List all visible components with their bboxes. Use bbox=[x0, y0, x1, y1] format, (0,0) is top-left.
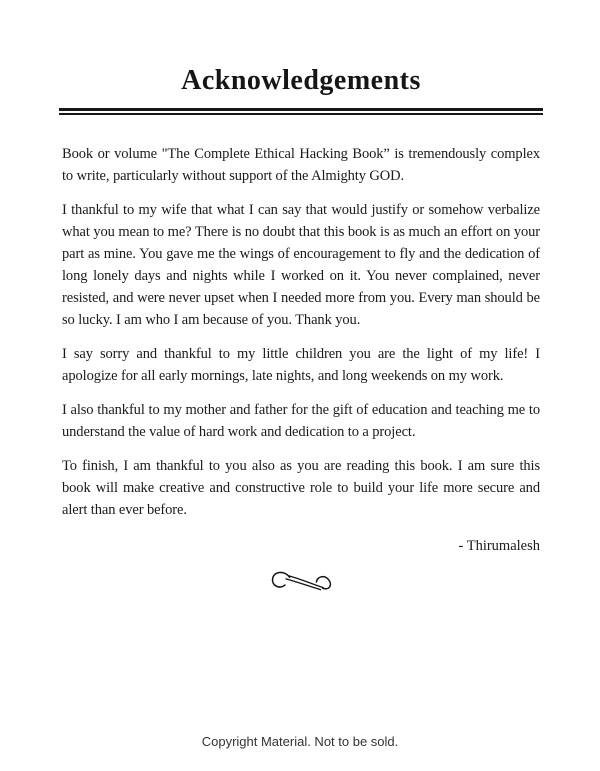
acknowledgements-body bbox=[62, 143, 540, 521]
paragraph: I thankful to my wife that what I can say that would justify or somehow verbalize what you mean to me? There is no doubt that this book is as much an effort on your part as mine. You gave me the wings of encouragement to fly and the dedication of long lonely days and nights while I worked on it. You never complained, never resisted, and were never upset when I needed more from you. Every man should be so lucky. I am who I am because of you. Thank you. bbox=[62, 201, 540, 328]
paragraph: I also thankful to my mother and father for the gift of education and teaching me to understand the value of hard work and dedication to a project. bbox=[62, 401, 540, 440]
page-title: Acknowledgements bbox=[181, 65, 421, 96]
footer-copyright: Copyright Material. Not to be sold. bbox=[201, 734, 399, 749]
paragraph: To finish, I am thankful to you also as you are reading this book. I am sure this book will make creative and constructive role to build your life more secure and alert than ever before. bbox=[62, 457, 540, 518]
author-signature: - Thirumalesh bbox=[458, 537, 540, 554]
title-divider-rule bbox=[59, 108, 543, 115]
flourish-divider-icon bbox=[62, 569, 540, 602]
paragraph: I say sorry and thankful to my little children you are the light of my life! I apologize for all early mornings, late nights, and long weekends on my work. bbox=[62, 345, 540, 384]
paragraph: Book or volume "The Complete Ethical Hacking Book” is tremendously complex to write, particularly without support of the Almighty GOD. bbox=[62, 145, 540, 184]
